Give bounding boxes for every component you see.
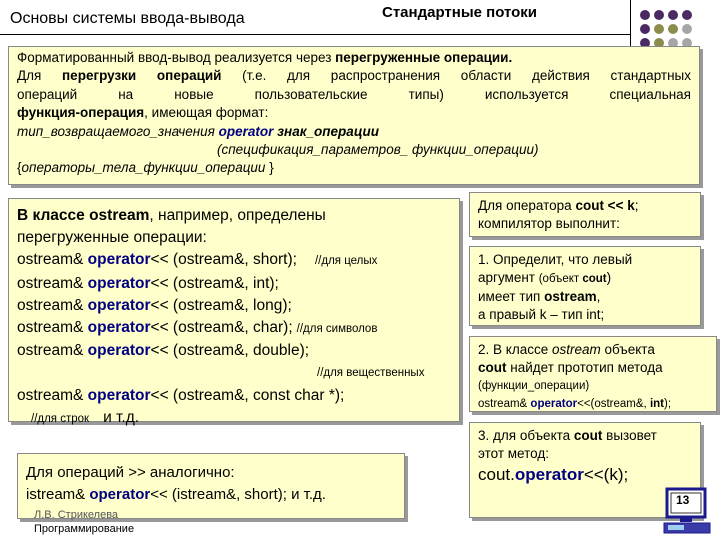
text-span: найдет прототип метода [506, 360, 663, 375]
text-span: Форматированный ввод-вывод реализуется через [17, 50, 336, 65]
rb1-line-1 [478, 197, 692, 215]
ostream-operators-box [8, 198, 460, 426]
dot-icon [668, 10, 678, 20]
text-span: << (ostream&, char); [150, 319, 293, 337]
step-2-box [469, 336, 717, 412]
text-span: знак_операции [273, 123, 380, 139]
text-span: аргумент [478, 270, 539, 285]
keyword-span: operator [530, 398, 578, 410]
dot-icon [640, 24, 650, 34]
string-comment-line [17, 407, 451, 430]
keyword-span: operator [89, 486, 151, 503]
text-span: перегрузки операций [62, 68, 222, 84]
footer [34, 508, 134, 536]
text-span: вызовет [602, 428, 657, 443]
keyword-span: operator [87, 274, 151, 292]
ostream-intro-1 [17, 205, 451, 227]
operator-row [17, 385, 451, 407]
comment-span: //для целых [314, 255, 378, 268]
text-span: Для [17, 68, 63, 84]
text-span: ostream& [17, 274, 88, 292]
text-span: ostream& [17, 319, 88, 337]
text-span: , [596, 289, 601, 304]
footer-subject: Программирование [34, 523, 135, 535]
operator-row [17, 340, 451, 362]
text-span: int [649, 398, 665, 410]
format-description-box [8, 46, 700, 185]
rb2-line-2 [478, 269, 692, 288]
text-span: (т.е. для распространения области действия стандартных [221, 68, 691, 84]
text-span: } [265, 160, 274, 176]
dot-icon [668, 24, 678, 34]
text-span: , например, определены [149, 207, 326, 224]
rb2-line-4: а правый k – тип int; [478, 307, 605, 322]
text-span: операторы_тела_функции_операции [21, 160, 266, 176]
rb3-line-1 [478, 341, 708, 359]
text-span: ostream& [17, 342, 88, 360]
text-span: << (ostream&, const char *); [150, 386, 345, 404]
footer-author: Л.В. Стрикелева [34, 509, 119, 521]
text-span: В классе ostream [17, 207, 150, 224]
rb3-line-4 [478, 395, 708, 413]
text-span: ostream& [17, 386, 88, 404]
main-line-2 [17, 67, 691, 85]
compiler-intro-box [469, 192, 701, 237]
main-line-3: операций на новые пользовательские типы) используется специальная [17, 86, 691, 102]
rb2-line-3 [478, 288, 692, 306]
main-line-7 [17, 159, 691, 177]
text-span: << (ostream&, long); [150, 296, 292, 314]
text-span: << (istream&, short); и т.д. [150, 486, 326, 503]
keyword-span: operator [87, 342, 151, 360]
keyword-span: operator [514, 465, 584, 484]
header-underline [0, 34, 630, 35]
keyword-span: operator [218, 123, 274, 139]
text-span: Для оператора [478, 198, 576, 213]
text-span: функция-операция [17, 105, 145, 121]
page-number: 13 [676, 493, 690, 507]
header-left-title: Основы системы ввода-вывода [10, 10, 245, 27]
computer-icon [662, 487, 714, 535]
main-line-5 [17, 123, 691, 141]
text-span: ostream& [478, 398, 531, 410]
text-span: cout [582, 273, 607, 285]
text-span: ) [606, 270, 612, 285]
rb3-line-3: (функции_операции) [478, 380, 590, 392]
text-span: { [17, 160, 22, 176]
text-span: istream& [26, 486, 90, 503]
text-span: ; [634, 198, 639, 213]
text-span: , имеющая формат: [144, 105, 269, 121]
text-span: <<(ostream&, [577, 398, 650, 410]
text-span: 3. для объекта [478, 428, 574, 443]
text-span: ostream& [17, 296, 88, 314]
rb3-line-2 [478, 359, 708, 377]
main-line-6: (спецификация_параметров_ функции_операции) [217, 142, 539, 158]
main-line-1 [17, 49, 691, 67]
text-span: ); [664, 398, 672, 410]
ostream-intro-2: перегруженные операции: [17, 229, 207, 247]
istream-line-1: Для операций >> аналогично: [26, 464, 235, 481]
text-span: << (ostream&, short); [150, 251, 297, 269]
rb2-line-1: 1. Определит, что левый [478, 252, 633, 267]
operator-row [17, 317, 451, 340]
text-span: ostream [551, 342, 601, 357]
text-span: ostream& [17, 251, 88, 269]
text-span: <<(k); [583, 465, 629, 484]
text-span: cout [573, 428, 603, 443]
text-span: << (ostream&, double); [150, 342, 310, 360]
text-span: << (ostream&, int); [150, 274, 279, 292]
text-span: тип_возвращаемого_значения [17, 123, 219, 139]
step-1-box [469, 246, 701, 326]
comment-span: //для символов [296, 323, 378, 336]
text-span: объекта [600, 342, 655, 357]
keyword-span: operator [87, 251, 151, 269]
dot-icon [654, 10, 664, 20]
dot-icon [654, 24, 664, 34]
rb4-line-2: этот метод: [478, 446, 549, 461]
real-comment: //для вещественных [317, 367, 425, 380]
header-center-title: Стандартные потоки [382, 4, 538, 21]
rb1-line-2: компилятор выполнит: [478, 216, 620, 231]
operator-row [17, 295, 451, 317]
dot-icon [640, 10, 650, 20]
main-line-4 [17, 104, 691, 122]
text-span: cout. [478, 465, 515, 484]
keyword-span: operator [87, 386, 151, 404]
rb4-line-3 [478, 463, 692, 487]
text-span: (объект [538, 273, 583, 285]
dot-icon [682, 24, 692, 34]
keyword-span: operator [87, 319, 151, 337]
text-span: и т.д. [103, 408, 140, 426]
text-span: cout << k [575, 198, 635, 213]
text-span: ostream [544, 289, 597, 304]
text-span: перегруженные операции. [335, 50, 513, 65]
comment-span: //для строк [31, 412, 90, 425]
text-span: 2. В классе [478, 342, 552, 357]
text-span: cout [478, 360, 507, 375]
keyword-span: operator [87, 296, 151, 314]
istream-line-2 [26, 484, 396, 506]
text-span: имеет тип [478, 289, 545, 304]
dot-icon [682, 10, 692, 20]
rb4-line-1 [478, 427, 692, 445]
operator-row [17, 273, 451, 295]
operator-row [17, 249, 451, 272]
